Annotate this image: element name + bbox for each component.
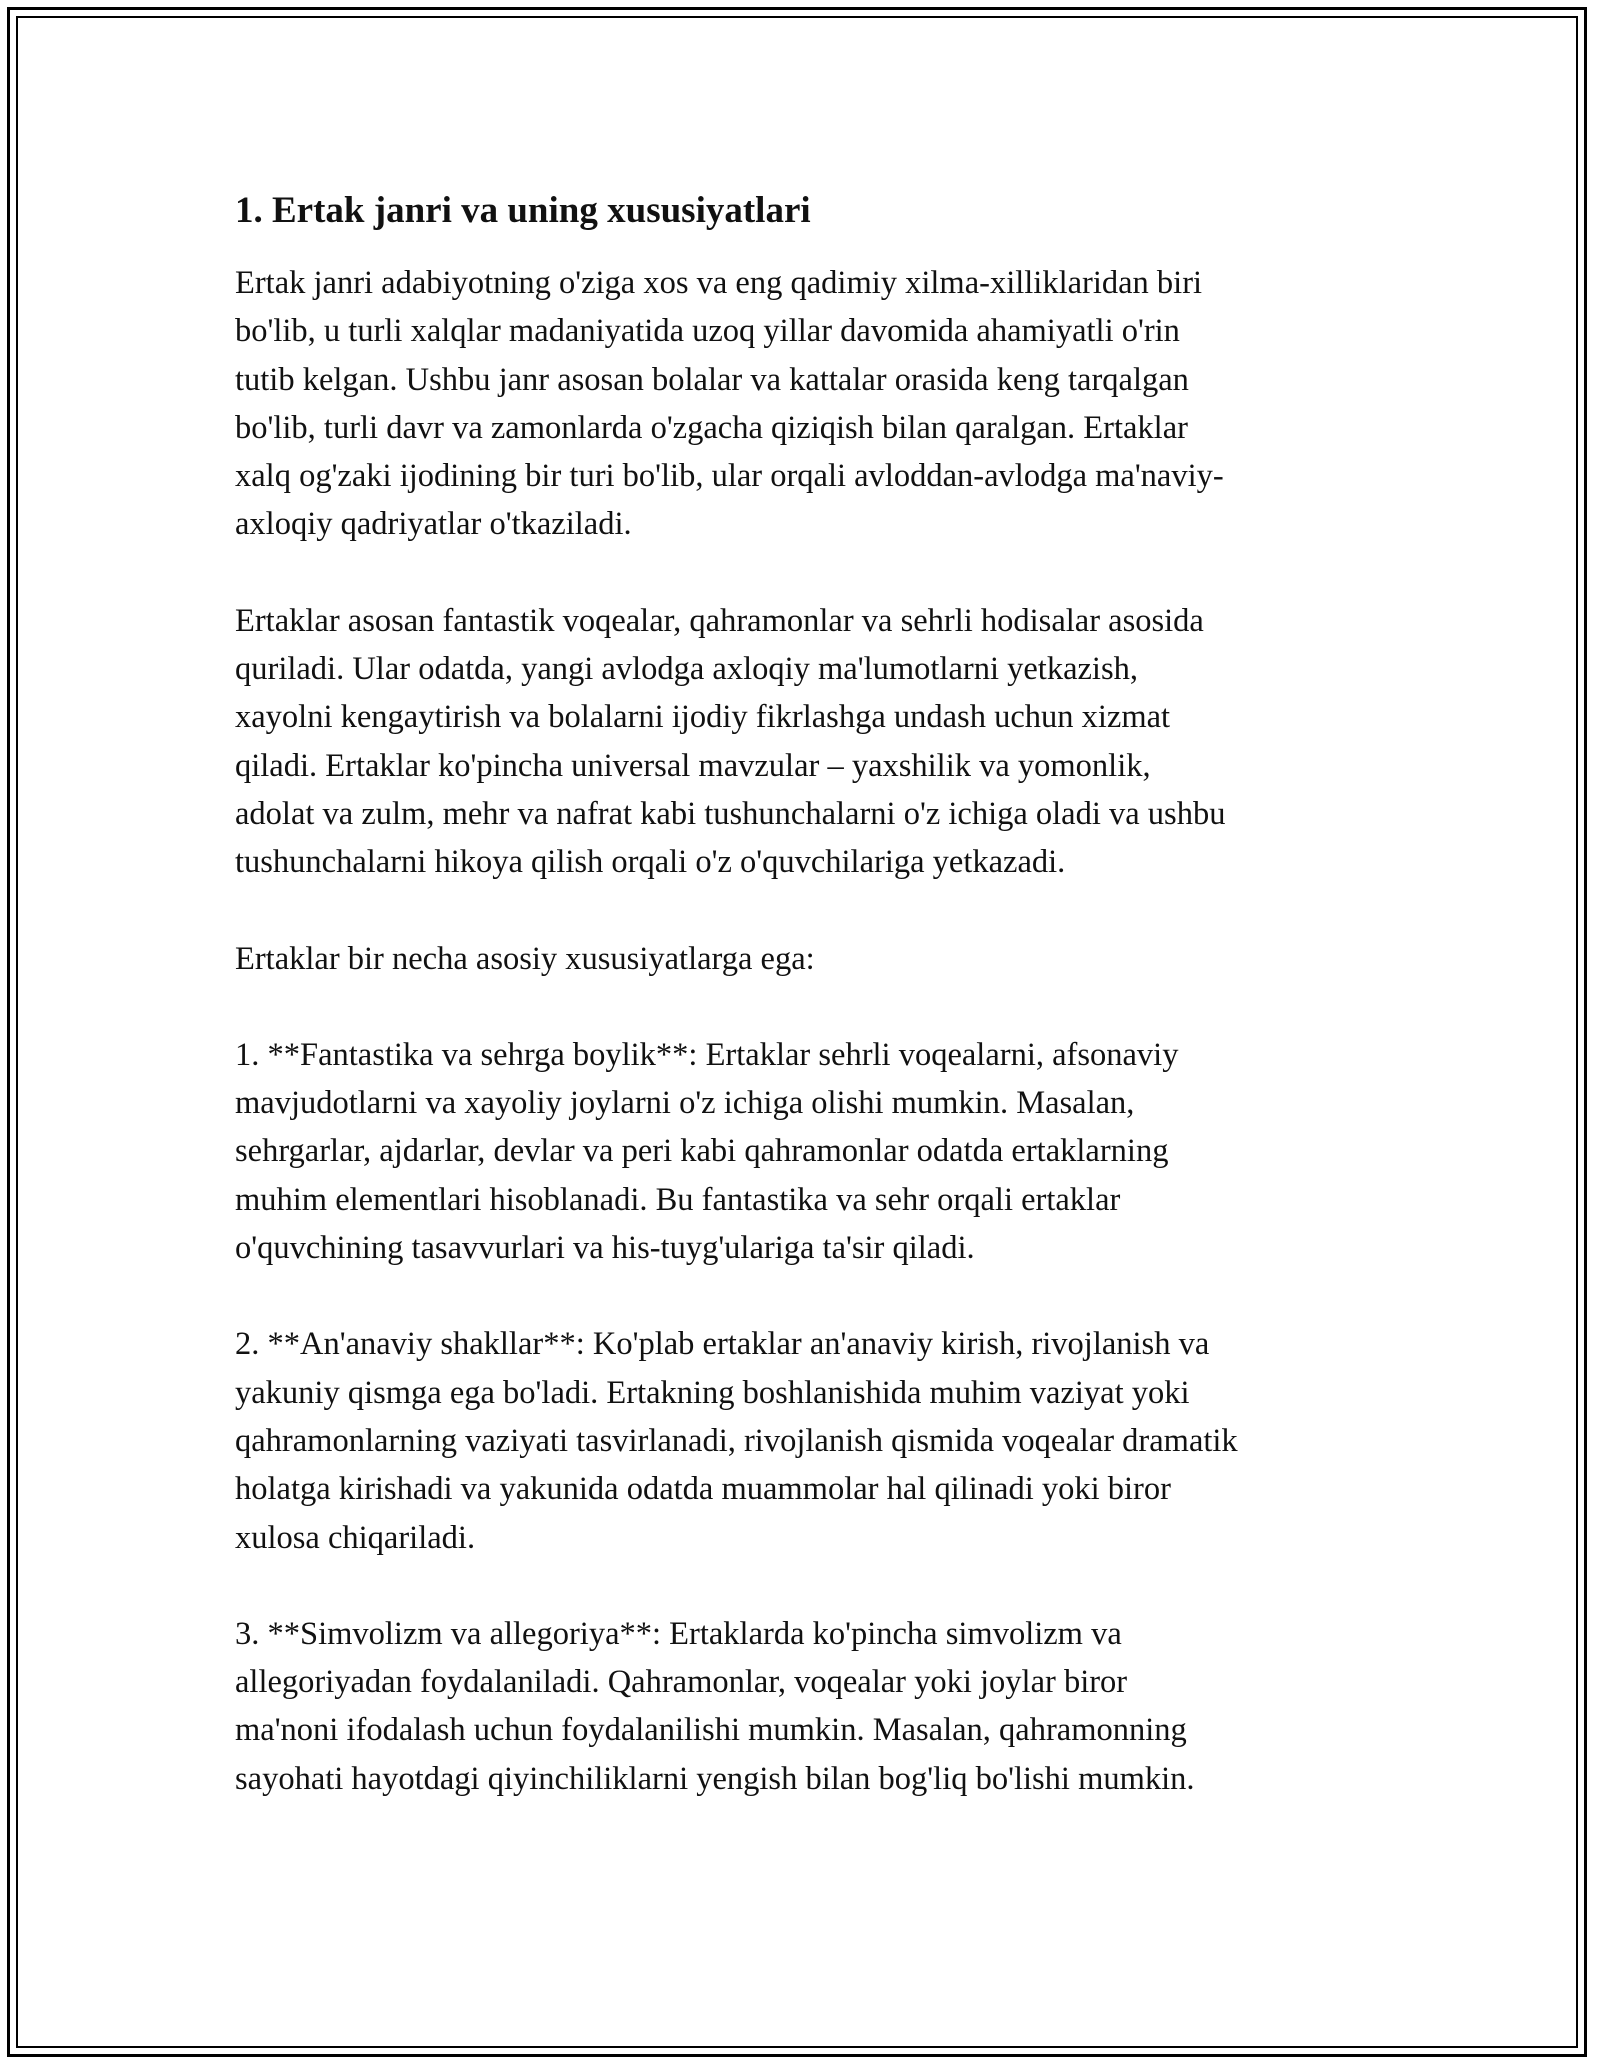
- text-line: bo'lib, turli davr va zamonlarda o'zgacha qiziqish bilan qaralgan. Ertaklar: [235, 409, 1188, 446]
- text-line: sehrgarlar, ajdarlar, devlar va peri kabi qahramonlar odatda ertaklarning: [235, 1133, 1169, 1170]
- text-line: Ertak janri adabiyotning o'ziga xos va eng qadimiy xilma-xilliklaridan biri: [235, 265, 1203, 301]
- list-item-symbolism: [235, 1610, 1385, 1803]
- text-line: qahramonlarning vaziyati tasvirlanadi, rivojlanish qismida voqealar dramatik: [235, 1422, 1238, 1459]
- text-line: tutib kelgan. Ushbu janr asosan bolalar va kattalar orasida keng tarqalgan: [235, 361, 1189, 398]
- text-line: Ertaklar asosan fantastik voqealar, qahramonlar va sehrli hodisalar asosida: [235, 602, 1204, 639]
- text-line: ma'noni ifodalash uchun foydalanilishi mumkin. Masalan, qahramonning: [235, 1712, 1187, 1749]
- text-line: muhim elementlari hisoblanadi. Bu fantastika va sehr orqali ertaklar: [235, 1181, 1121, 1218]
- text-line: qiladi. Ertaklar ko'pincha universal mavzular – yaxshilik va yomonlik,: [235, 747, 1151, 784]
- text-line: xulosa chiqariladi.: [235, 1519, 476, 1556]
- text-line: adolat va zulm, mehr va nafrat kabi tushunchalarni o'z ichiga oladi va ushbu: [235, 795, 1226, 832]
- text-line: xalq og'zaki ijodining bir turi bo'lib, ular orqali avloddan-avlodga ma'naviy-: [235, 458, 1224, 495]
- text-line: 2. **An'anaviy shakllar**: Ko'plab ertaklar an'anaviy kirish, rivojlanish va: [235, 1326, 1210, 1363]
- paragraph-intro: [235, 259, 1385, 549]
- paragraph-features-intro: [235, 935, 1385, 983]
- text-line: bo'lib, u turli xalqlar madaniyatida uzoq yillar davomida ahamiyatli o'rin: [235, 313, 1180, 350]
- text-line: o'quvchining tasavvurlari va his-tuyg'ulariga ta'sir qiladi.: [235, 1230, 975, 1267]
- text-line: sayohati hayotdagi qiyinchiliklarni yengish bilan bog'liq bo'lishi mumkin.: [235, 1760, 1195, 1797]
- list-item-traditional-forms: [235, 1320, 1385, 1561]
- text-line: tushunchalarni hikoya qilish orqali o'z o'quvchilariga yetkazadi.: [235, 844, 1066, 881]
- document-body: [235, 187, 1385, 1851]
- text-line: 3. **Simvolizm va allegoriya**: Ertaklarda ko'pincha simvolizm va: [235, 1615, 1122, 1652]
- text-line: xayolni kengaytirish va bolalarni ijodiy fikrlashga undash uchun xizmat: [235, 699, 1171, 736]
- text-line: Ertaklar bir necha asosiy xususiyatlarga ega:: [235, 940, 815, 977]
- text-line: holatga kirishadi va yakunida odatda muammolar hal qilinadi yoki biror: [235, 1471, 1171, 1508]
- text-line: axloqiy qadriyatlar o'tkaziladi.: [235, 506, 632, 543]
- text-line: quriladi. Ular odatda, yangi avlodga axloqiy ma'lumotlarni yetkazish,: [235, 651, 1138, 688]
- text-line: 1. **Fantastika va sehrga boylik**: Ertaklar sehrli voqealarni, afsonaviy: [235, 1036, 1179, 1073]
- list-item-fantasy: [235, 1031, 1385, 1272]
- text-line: allegoriyadan foydalaniladi. Qahramonlar, voqealar yoki joylar biror: [235, 1664, 1128, 1701]
- paragraph-themes: [235, 597, 1385, 887]
- text-line: mavjudotlarni va xayoliy joylarni o'z ichiga olishi mumkin. Masalan,: [235, 1085, 1135, 1122]
- section-heading: 1. Ertak janri va uning xususiyatlari: [235, 190, 811, 231]
- text-line: yakuniy qismga ega bo'ladi. Ertakning boshlanishida muhim vaziyat yoki: [235, 1374, 1190, 1411]
